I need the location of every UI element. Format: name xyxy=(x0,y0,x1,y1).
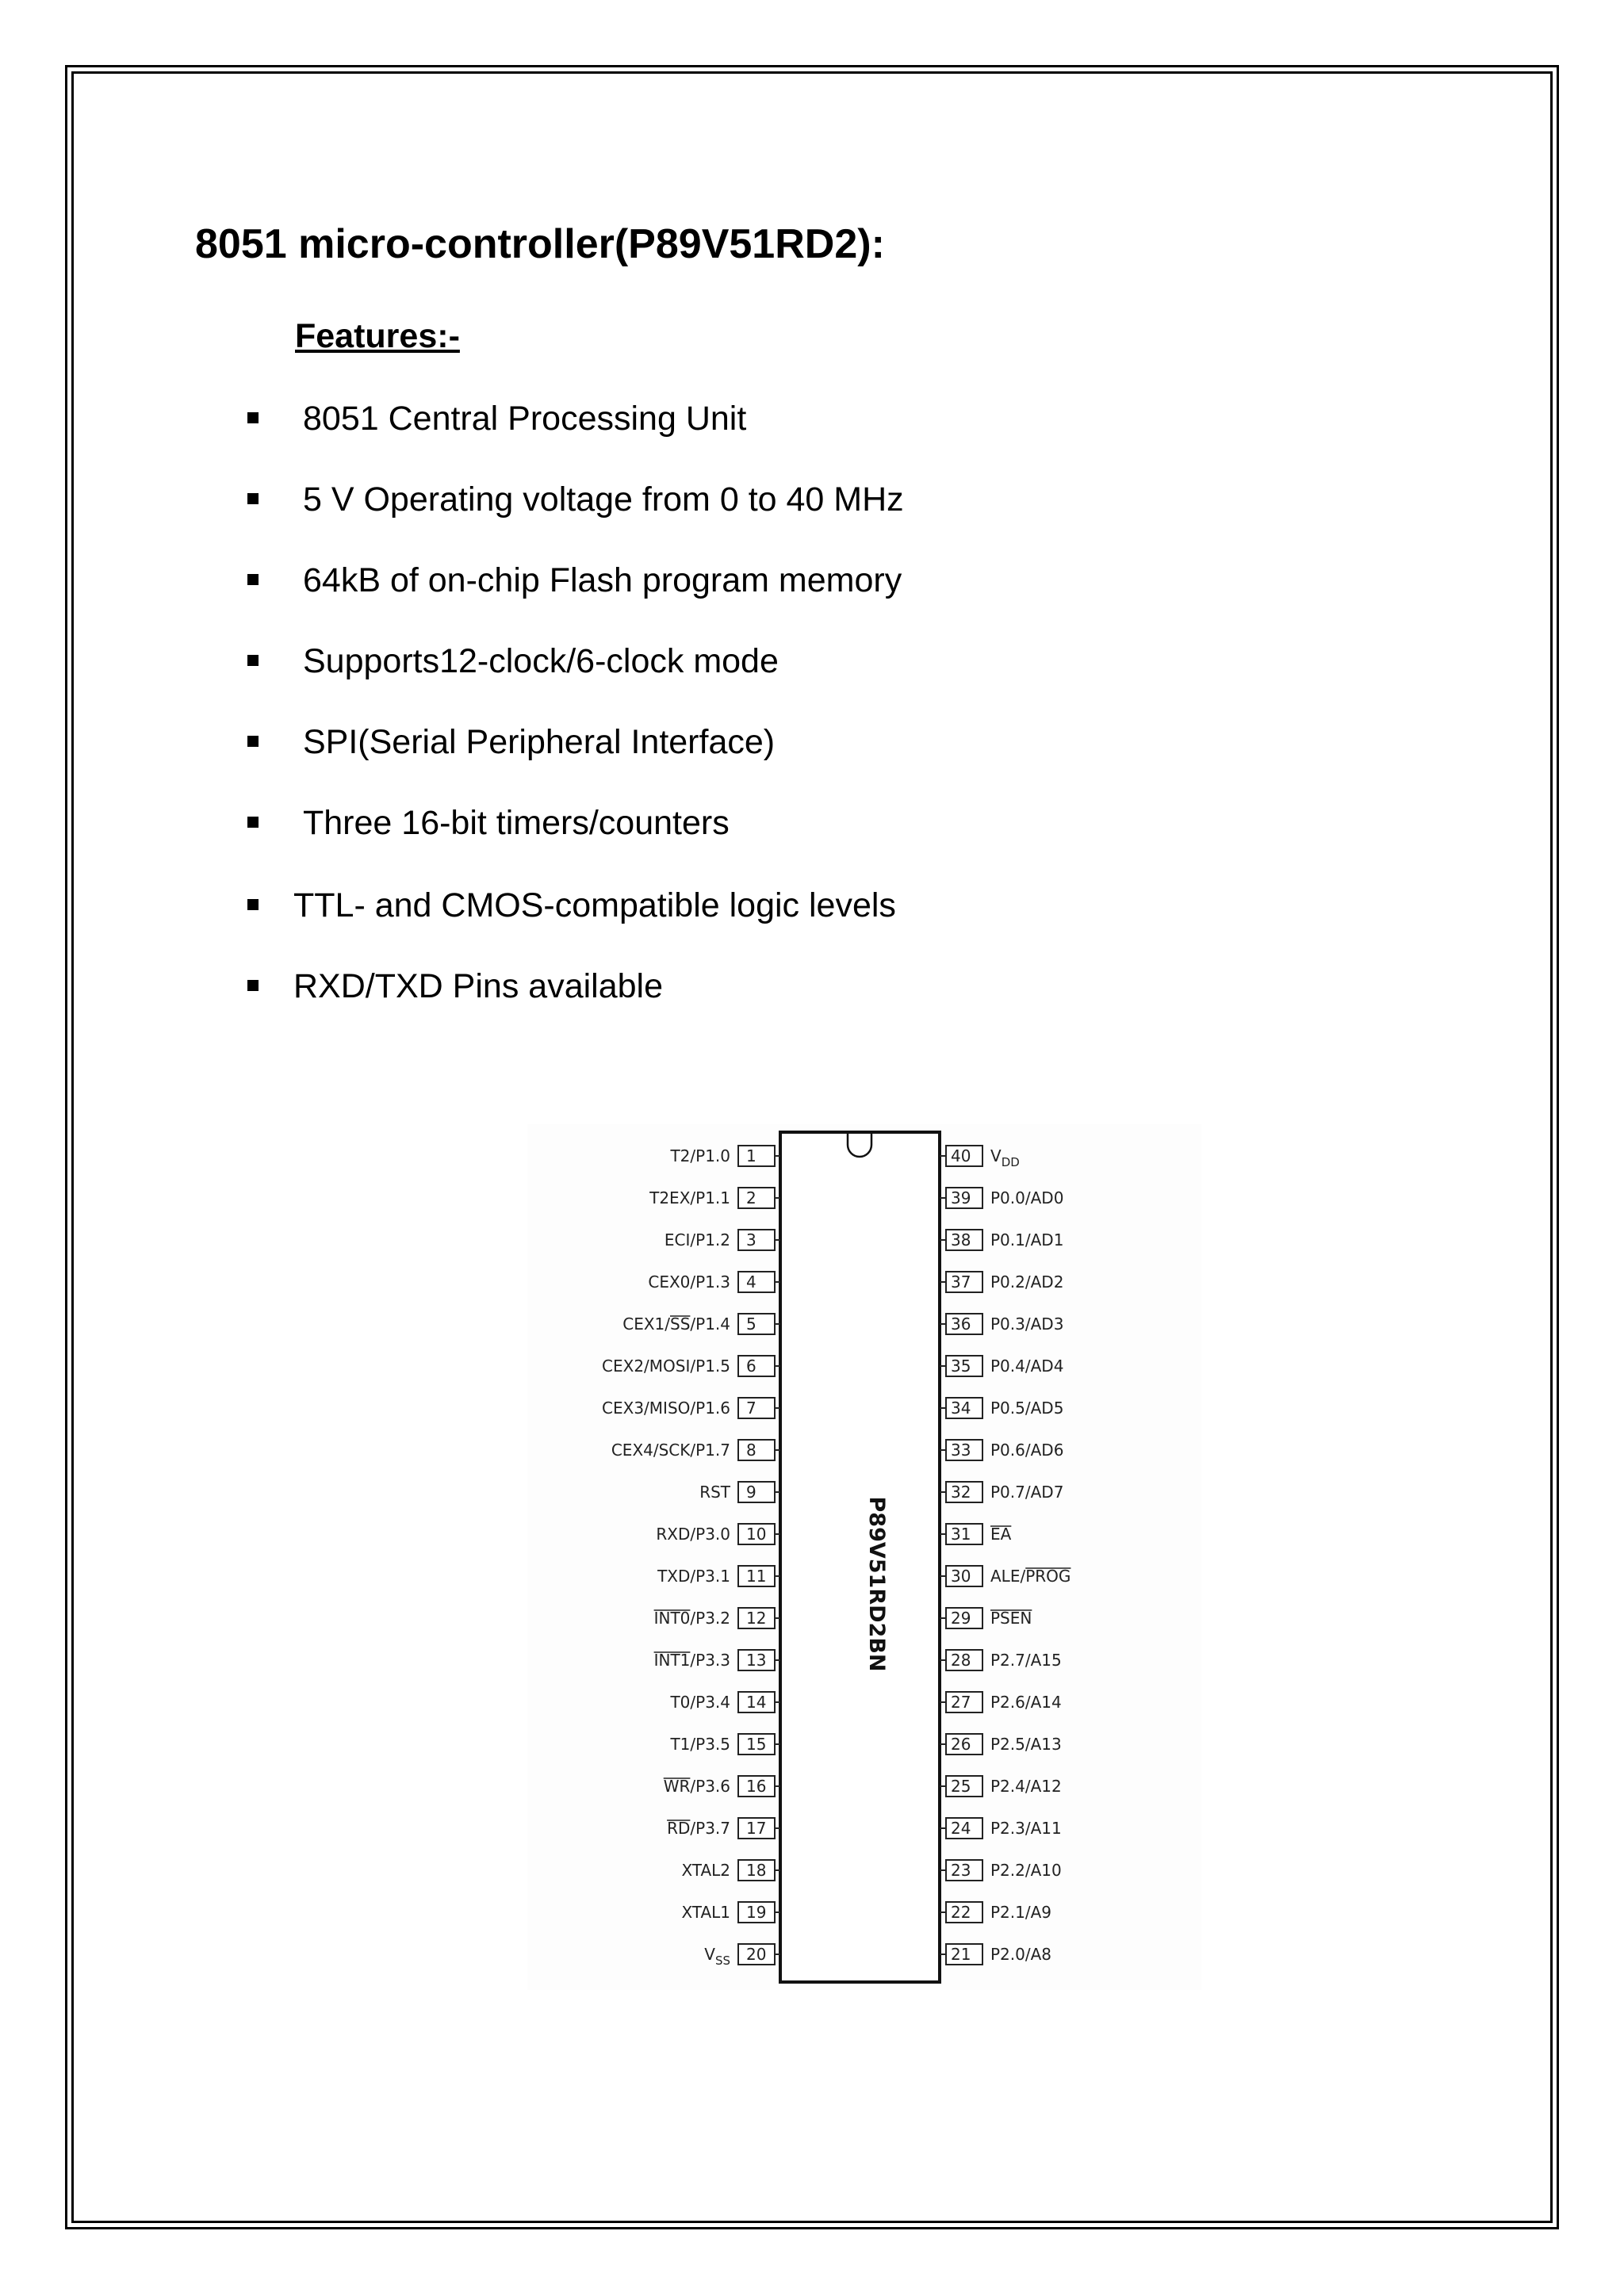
pin-number: 5 xyxy=(746,1314,756,1334)
feature-text: TTL- and CMOS-compatible logic levels xyxy=(293,886,896,924)
pin-number: 16 xyxy=(746,1777,767,1796)
pin-label: CEX0/P1.3 xyxy=(648,1272,730,1292)
feature-text: Three 16-bit timers/counters xyxy=(303,804,730,842)
pin-label: CEX3/MISO/P1.6 xyxy=(602,1399,730,1418)
pin-label: P0.1/AD1 xyxy=(990,1230,1064,1249)
pin-number: 23 xyxy=(951,1861,971,1880)
pin-box xyxy=(738,1146,775,1166)
pin-label: PSEN xyxy=(990,1609,1032,1628)
pin-label: P0.6/AD6 xyxy=(990,1441,1064,1460)
square-bullet-icon xyxy=(247,736,259,747)
pin-number: 36 xyxy=(951,1314,971,1334)
pin-label: RST xyxy=(699,1483,730,1502)
pin-number: 4 xyxy=(746,1272,756,1292)
pin-box xyxy=(738,1440,775,1460)
pin-label: P2.0/A8 xyxy=(990,1945,1052,1964)
pin-label: CEX2/MOSI/P1.5 xyxy=(602,1357,730,1376)
pin-number: 13 xyxy=(746,1651,767,1670)
pin-number: 8 xyxy=(746,1441,756,1460)
pin-number: 9 xyxy=(746,1483,756,1502)
pin-number: 1 xyxy=(746,1146,756,1165)
pin-number: 38 xyxy=(951,1230,971,1249)
pin-number: 29 xyxy=(951,1609,971,1628)
pin-label: INT1/P3.3 xyxy=(653,1651,730,1670)
pin-label: ECI/P1.2 xyxy=(664,1230,730,1249)
pin-box xyxy=(738,1314,775,1334)
pin-number: 12 xyxy=(746,1609,767,1628)
pin-label: CEX1/SS/P1.4 xyxy=(622,1314,730,1334)
pin-label: P2.6/A14 xyxy=(990,1693,1062,1712)
page-title: 8051 micro-controller(P89V51RD2): xyxy=(195,221,885,267)
pin-label: P0.7/AD7 xyxy=(990,1483,1064,1502)
pin-number: 24 xyxy=(951,1819,971,1838)
pin-number: 33 xyxy=(951,1441,971,1460)
pin-label: $V_{DD}$ xyxy=(990,1146,1020,1169)
chip-body xyxy=(780,1132,940,1982)
features-heading: Features:- xyxy=(295,317,460,355)
pin-number: 2 xyxy=(746,1188,756,1207)
pin-label: EA xyxy=(990,1525,1012,1544)
feature-text: 64kB of on-chip Flash program memory xyxy=(303,561,902,599)
feature-text: 8051 Central Processing Unit xyxy=(303,400,747,438)
square-bullet-icon xyxy=(247,899,259,910)
pin-box xyxy=(738,1356,775,1376)
pin-label: INT0/P3.2 xyxy=(653,1609,730,1628)
pin-label: ALE/PROG xyxy=(990,1567,1071,1586)
pin-label: P2.7/A15 xyxy=(990,1651,1062,1670)
pin-label: P0.3/AD3 xyxy=(990,1314,1064,1334)
feature-text: Supports12-clock/6-clock mode xyxy=(303,642,779,680)
pin-number: 19 xyxy=(746,1903,767,1922)
pin-label: $V_{SS}$ xyxy=(704,1945,730,1968)
pin-label: T2/P1.0 xyxy=(670,1146,730,1165)
pin-box xyxy=(738,1398,775,1418)
pin-number: 28 xyxy=(951,1651,971,1670)
pin-number: 20 xyxy=(746,1945,767,1964)
pin-number: 30 xyxy=(951,1567,971,1586)
pin-number: 25 xyxy=(951,1777,971,1796)
square-bullet-icon xyxy=(247,574,259,585)
pin-label: T2EX/P1.1 xyxy=(649,1188,730,1207)
square-bullet-icon xyxy=(247,655,259,666)
pin-number: 10 xyxy=(746,1525,767,1544)
pinout-diagram xyxy=(527,1124,1201,1990)
feature-text: RXD/TXD Pins available xyxy=(293,967,664,1005)
pin-number: 6 xyxy=(746,1357,756,1376)
pin-number: 11 xyxy=(746,1567,767,1586)
pin-number: 34 xyxy=(951,1399,971,1418)
pin-number: 22 xyxy=(951,1903,971,1922)
pin-label: P0.0/AD0 xyxy=(990,1188,1064,1207)
pin-label: TXD/P3.1 xyxy=(657,1567,730,1586)
feature-text: SPI(Serial Peripheral Interface) xyxy=(303,723,776,761)
pinout-svg xyxy=(527,1124,1201,1990)
pin-number: 7 xyxy=(746,1399,756,1418)
square-bullet-icon xyxy=(247,817,259,828)
pin-number: 18 xyxy=(746,1861,767,1880)
pin-label: XTAL1 xyxy=(681,1903,730,1922)
pin-label: T1/P3.5 xyxy=(670,1735,730,1754)
pin-number: 3 xyxy=(746,1230,756,1249)
chip-label: P89V51RD2BN xyxy=(864,1496,889,1672)
pin-number: 39 xyxy=(951,1188,971,1207)
pin-box xyxy=(738,1272,775,1292)
pin-label: P0.4/AD4 xyxy=(990,1357,1064,1376)
pin-number: 27 xyxy=(951,1693,971,1712)
pin-label: P0.5/AD5 xyxy=(990,1399,1064,1418)
pin-label: WR/P3.6 xyxy=(663,1777,730,1796)
pin-box xyxy=(738,1188,775,1208)
pin-box xyxy=(738,1230,775,1250)
pin-number: 15 xyxy=(746,1735,767,1754)
pin-label: P2.1/A9 xyxy=(990,1903,1052,1922)
pin-label: RD/P3.7 xyxy=(667,1819,730,1838)
pin-label: CEX4/SCK/P1.7 xyxy=(611,1441,730,1460)
pin-label: RXD/P3.0 xyxy=(656,1525,730,1544)
pin-number: 35 xyxy=(951,1357,971,1376)
pin-label: XTAL2 xyxy=(681,1861,730,1880)
pin-number: 31 xyxy=(951,1525,971,1544)
pin-label: P2.2/A10 xyxy=(990,1861,1062,1880)
pin-number: 40 xyxy=(951,1146,971,1165)
pin-label: T0/P3.4 xyxy=(670,1693,730,1712)
pin-number: 17 xyxy=(746,1819,767,1838)
pin-label: P2.3/A11 xyxy=(990,1819,1062,1838)
pin-label: P2.5/A13 xyxy=(990,1735,1062,1754)
pin-number: 37 xyxy=(951,1272,971,1292)
square-bullet-icon xyxy=(247,980,259,991)
square-bullet-icon xyxy=(247,493,259,504)
pin-label: P0.2/AD2 xyxy=(990,1272,1064,1292)
pin-number: 21 xyxy=(951,1945,971,1964)
feature-text: 5 V Operating voltage from 0 to 40 MHz xyxy=(303,480,904,519)
pin-label: P2.4/A12 xyxy=(990,1777,1062,1796)
square-bullet-icon xyxy=(247,412,259,423)
pin-number: 14 xyxy=(746,1693,767,1712)
pin-number: 32 xyxy=(951,1483,971,1502)
pin-box xyxy=(738,1482,775,1502)
pin-number: 26 xyxy=(951,1735,971,1754)
